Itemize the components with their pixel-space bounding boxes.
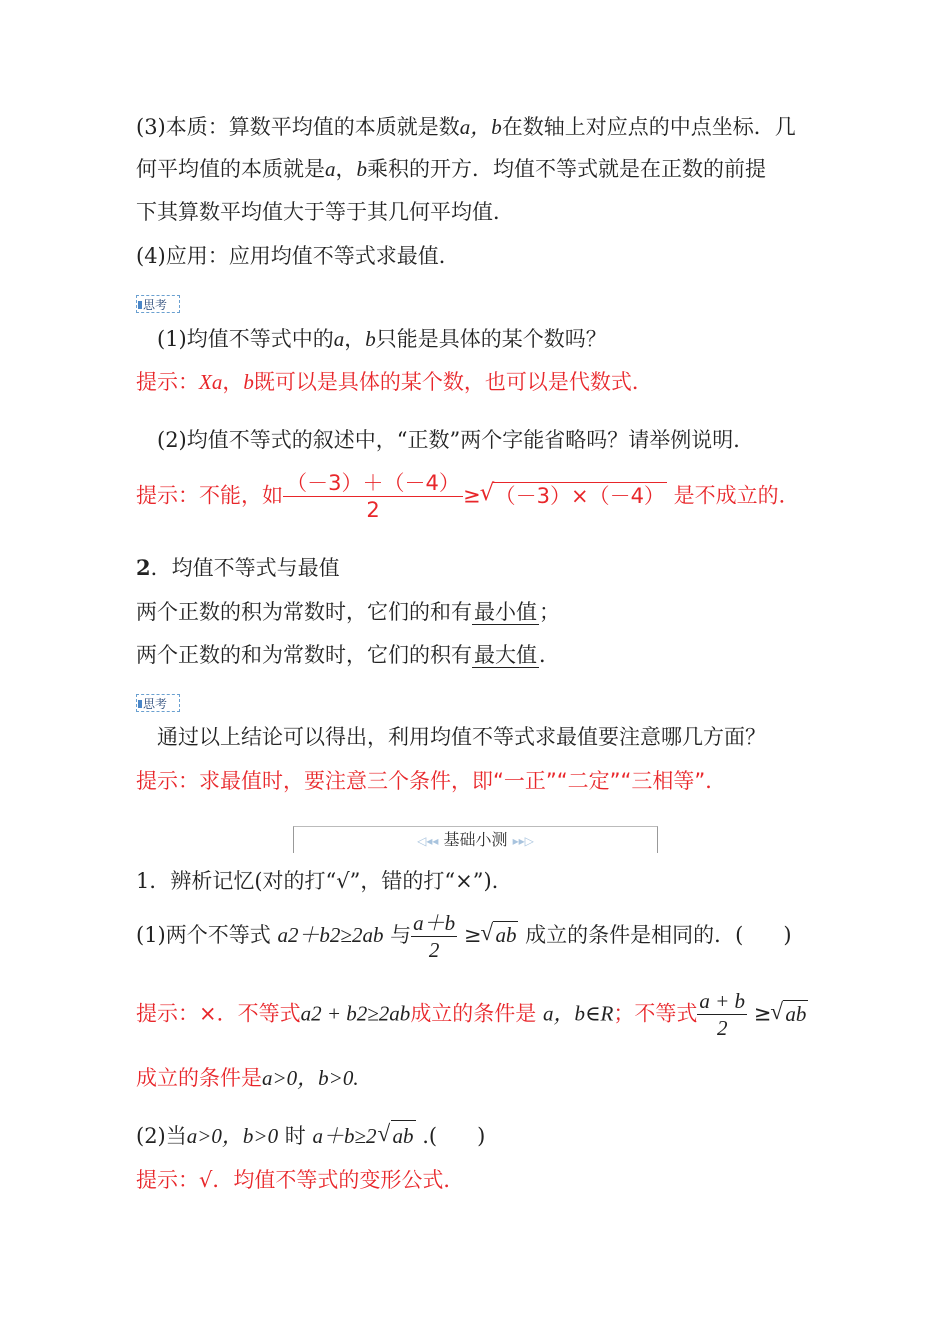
fraction (697, 988, 747, 1041)
para-essence-line1 (136, 112, 796, 142)
text: ) (783, 923, 792, 947)
left-arrows-icon: ◁◂◂ (417, 834, 439, 848)
text: 提示：不能，如 (136, 483, 283, 508)
para-application (136, 241, 460, 271)
para-essence-line3 (136, 197, 514, 227)
text: 成立的条件是 (136, 1066, 262, 1090)
sec2-line2 (136, 640, 560, 670)
text: 与 (390, 923, 412, 947)
hint-2 (136, 470, 800, 523)
question-1 (157, 324, 607, 354)
text: 在数轴上对应点的中点坐标．几 (501, 115, 796, 139)
text: (1)两个不等式 (136, 923, 271, 947)
denominator: 2 (283, 496, 463, 523)
sec2-line1 (136, 597, 560, 627)
fraction (411, 910, 457, 963)
math-expr: a>0，b>0. (262, 1066, 359, 1090)
think-label: 思考 (143, 697, 168, 711)
radicand: （－3）×（－4） (494, 483, 665, 508)
text: (2)当 (136, 1124, 187, 1148)
var-a: a (333, 327, 345, 351)
think-tag (136, 295, 180, 313)
text: 时 (284, 1124, 306, 1148)
underlined-answer: 最小值 (474, 600, 537, 624)
quiz-hint-1 (136, 988, 808, 1041)
quiz-hint-1-line2 (136, 1063, 359, 1093)
var: Xa (199, 370, 223, 394)
section-title: ．均值不等式与最值 (150, 556, 340, 580)
text: 两个正数的积为常数时，它们的和有 (136, 600, 472, 624)
numerator: a + b (699, 989, 746, 1013)
var: b (243, 370, 254, 394)
text: ) (477, 1124, 486, 1148)
numerator: a＋b (413, 911, 456, 935)
radicand: ab (785, 1001, 807, 1026)
question-3 (157, 722, 766, 752)
denominator: 2 (411, 936, 457, 963)
text: ． (539, 643, 560, 667)
text: 1．辨析记忆(对的打“√”，错的打“×”). (136, 869, 499, 893)
think-tag (136, 694, 180, 712)
var-b: b (356, 157, 367, 181)
text: 两个正数的和为常数时，它们的积有 (136, 643, 472, 667)
text: (1)均值不等式中的 (157, 327, 334, 351)
var-ab: a，b (459, 115, 502, 139)
question-2 (157, 425, 754, 455)
underlined-answer: 最大值 (474, 643, 537, 667)
ge-sign: ≥ (463, 483, 481, 508)
hint-1 (136, 367, 653, 397)
text: 通过以上结论可以得出，利用均值不等式求最值要注意哪几方面？ (157, 725, 766, 749)
ge-sign: ≥ (753, 1001, 772, 1026)
text: 提示：求最值时，要注意三个条件，即“一正”“二定”“三相等”． (136, 769, 727, 793)
var-a: a (325, 157, 336, 181)
para-essence-line2 (136, 154, 766, 184)
text: 提示： (136, 370, 199, 394)
text: (3)本质：算数平均值的本质就是数 (136, 115, 460, 139)
quiz-intro (136, 866, 498, 896)
radicand: ab (495, 923, 517, 947)
section-2-heading (136, 553, 340, 583)
var-b: b (365, 327, 376, 351)
text: 既可以是具体的某个数，也可以是代数式． (253, 370, 653, 394)
text: 乘积的开方．均值不等式就是在正数的前提 (367, 157, 766, 181)
radical (493, 921, 518, 948)
denominator: 2 (697, 1014, 747, 1041)
text: 是不成立的． (673, 483, 800, 508)
text: ， (222, 370, 244, 394)
hint-3 (136, 766, 726, 796)
quiz-q1 (136, 910, 792, 963)
text: 提示：√．均值不等式的变形公式． (136, 1168, 465, 1192)
radical (391, 1120, 416, 1151)
ge-sign: ≥ (463, 923, 482, 947)
think-label: 思考 (143, 298, 168, 312)
text: 下其算数平均值大于等于其几何平均值． (136, 200, 514, 224)
text: 提示：×．不等式 (136, 1001, 301, 1026)
text: 成立的条件是相同的．( (525, 923, 744, 947)
radical (493, 482, 667, 509)
text: 成立的条件是 (410, 1001, 537, 1026)
math-expr: a＋b≥2 (312, 1124, 377, 1148)
right-arrows-icon: ▸▸▷ (512, 834, 534, 848)
text: ， (335, 157, 357, 181)
banner-title: 基础小测 (443, 830, 508, 849)
quiz-hint-2 (136, 1165, 464, 1195)
section-number: 2 (136, 555, 151, 580)
text: ；不等式 (613, 1001, 698, 1026)
math-expr: a>0，b>0 (186, 1124, 279, 1148)
text: (4)应用：应用均值不等式求最值． (136, 244, 460, 268)
radicand: ab (392, 1124, 414, 1148)
text: 何平均值的本质就是 (136, 157, 325, 181)
fraction (283, 470, 463, 523)
math-expr: a2＋b2≥2ab (277, 923, 384, 947)
numerator: （－3）＋（－4） (286, 471, 460, 495)
text: ； (539, 600, 560, 624)
math-expr: a2 + b2≥2ab (300, 1001, 411, 1026)
text: .( (422, 1124, 438, 1148)
quiz-q2 (136, 1120, 485, 1151)
math-expr: a，b∈R (543, 1001, 614, 1026)
text: 只能是具体的某个数吗？ (375, 327, 607, 351)
section-banner (293, 826, 658, 853)
radical (783, 1000, 808, 1027)
text: ， (344, 327, 366, 351)
text: (2)均值不等式的叙述中，“正数”两个字能省略吗？请举例说明． (157, 428, 755, 452)
